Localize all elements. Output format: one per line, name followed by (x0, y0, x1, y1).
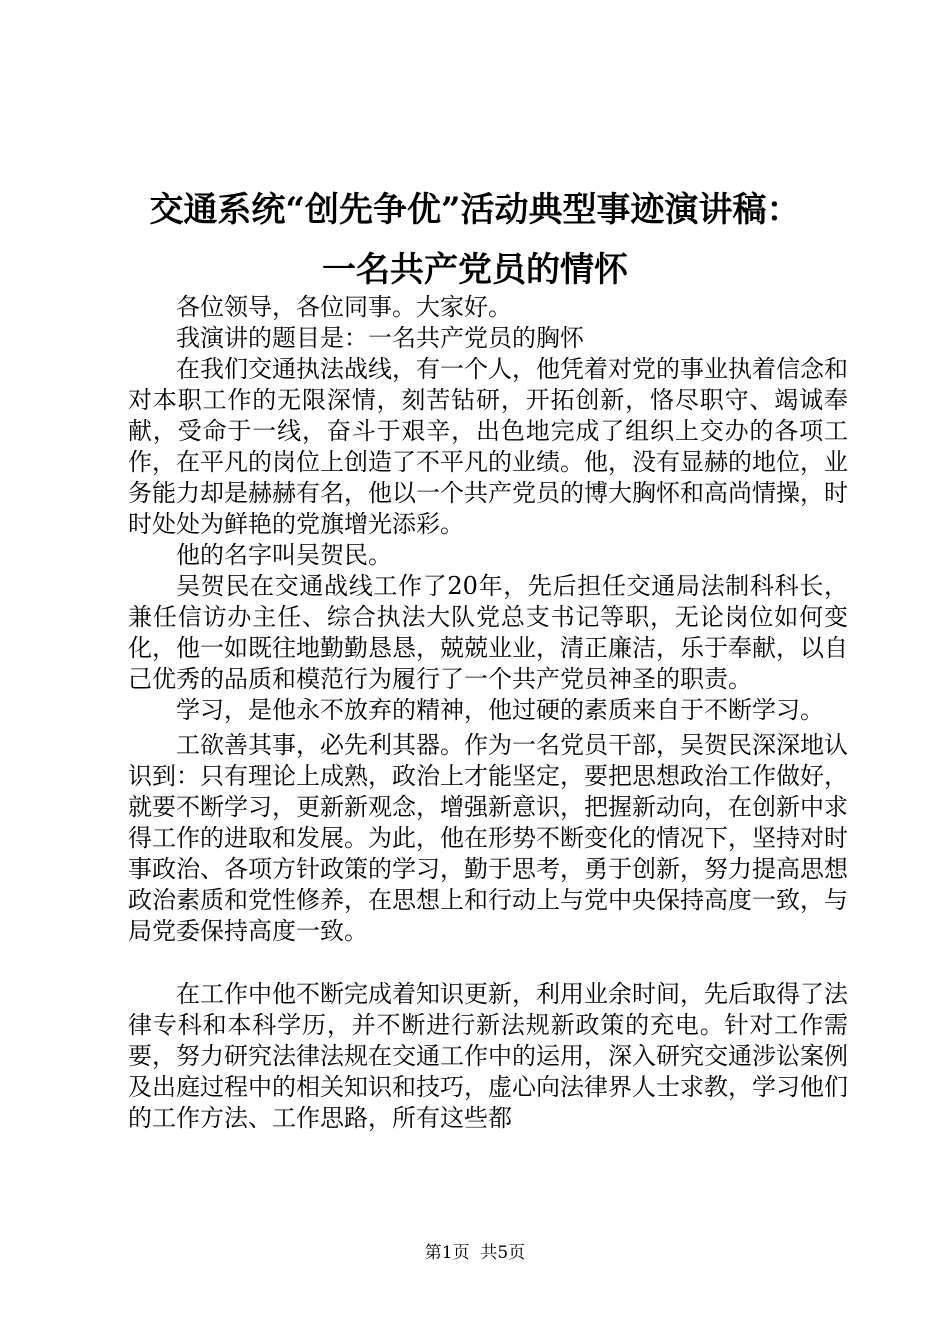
paragraph-greeting: 各位领导，各位同事。大家好。 (176, 293, 512, 321)
page-number-footer: 第1页 共5页 (424, 1243, 526, 1263)
document-title-line1: 交通系统“创先争优”活动典型事迹演讲稿： (149, 190, 801, 230)
paragraph-intro: 在我们交通执法战线，有一个人，他凭着对党的事业执着信念和对本职工作的无限深情，刻苦钻研，开拓创新，恪尽职守、竭诚奉献，受命于一线，奋斗于艰辛，出色地完成了组织上交办的各项工作，在平凡的岗位上创造了不平凡的业绩。他，没有显赫的地位，业务能力却是赫赫有名，他以一个共产党员的博大胸怀和高尚情操，时时处处为鲜艳的党旗增光添彩。 (128, 355, 848, 538)
paragraph-learning: 学习，是他永不放弃的精神，他过硬的素质来自于不断学习。 (176, 696, 824, 724)
paragraph-topic: 我演讲的题目是：一名共产党员的胸怀 (176, 324, 584, 352)
paragraph-career: 吴贺民在交通战线工作了20年，先后担任交通局法制科科长，兼任信访办主任、综合执法大队党总支书记等职，无论岗位如何变化，他一如既往地勤勤恳恳，兢兢业业，清正廉洁，乐于奉献，以自己优秀的品质和模范行为履行了一个共产党员神圣的职责。 (128, 572, 848, 693)
paragraph-knowledge: 在工作中他不断完成着知识更新，利用业余时间，先后取得了法律专科和本科学历，并不断进行新法规新政策的充电。针对工作需要，努力研究法律法规在交通工作中的运用，深入研究交通涉讼案例及出庭过程中的相关知识和技巧，虚心向法律界人士求教，学习他们的工作方法、工作思路，所有这些都 (128, 980, 848, 1132)
document-body (128, 292, 848, 1134)
paragraph-theory: 工欲善其事，必先利其器。作为一名党员干部，吴贺民深深地认识到：只有理论上成熟，政治上才能坚定，要把思想政治工作做好，就要不断学习，更新新观念，增强新意识，把握新动向，在创新中求得工作的进取和发展。为此，他在形势不断变化的情况下，坚持对时事政治、各项方针政策的学习，勤于思考，勇于创新，努力提高思想政治素质和党性修养，在思想上和行动上与党中央保持高度一致，与局党委保持高度一致。 (128, 731, 848, 945)
paragraph-name: 他的名字叫吴贺民。 (176, 541, 392, 569)
document-title-line2: 一名共产党员的情怀 (322, 250, 628, 290)
